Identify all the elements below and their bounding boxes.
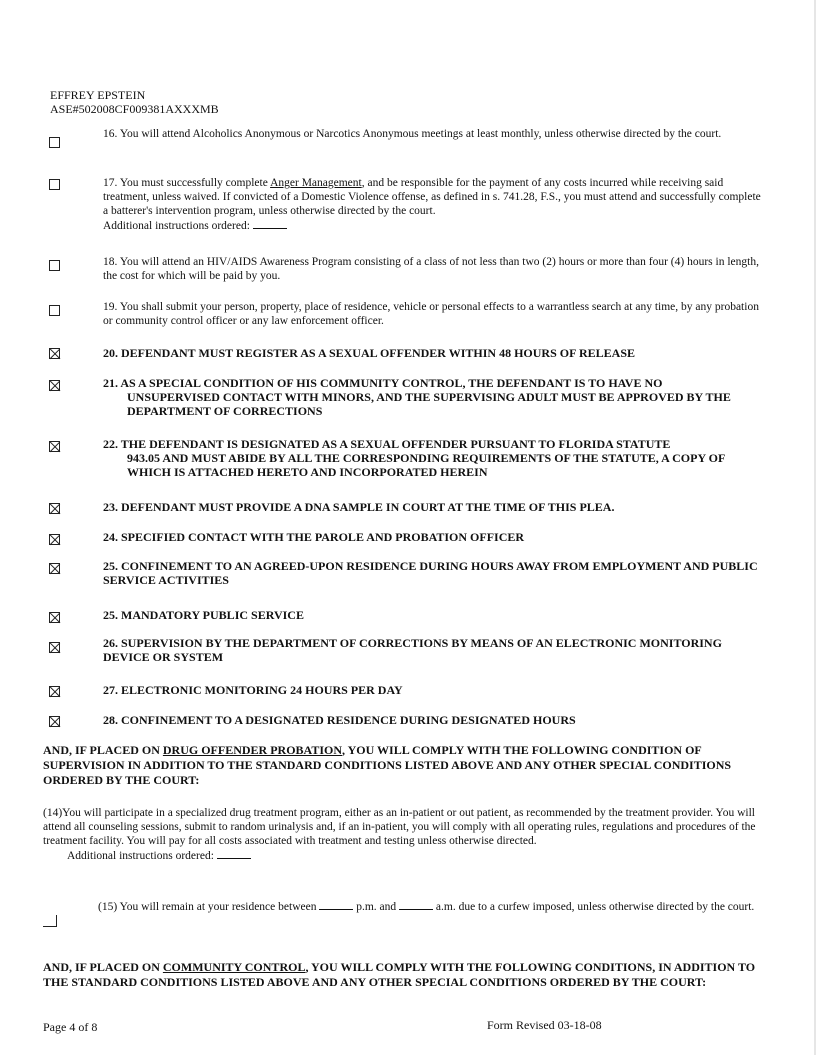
checkbox-item-17[interactable] (49, 179, 60, 190)
condition-item-17: 17. You must successfully complete Anger Management, and be responsible for the payment of any costs incurred while receiving said treatment, unless waived. If convicted of a Domestic Violence offense, as defined in s. 741.28, F.S., you must attend and successfully complete a batterer's intervention program, unless otherwise directed by the court. Additional instructions ordered: (103, 177, 761, 232)
case-number: ASE#502008CF009381AXXXMB (50, 102, 219, 116)
condition-item-23: 23. DEFENDANT MUST PROVIDE A DNA SAMPLE IN COURT AT THE TIME OF THIS PLEA. (103, 500, 615, 514)
condition-item-26: 26. SUPERVISION BY THE DEPARTMENT OF CORRECTIONS BY MEANS OF AN ELECTRONIC MONITORING DEVICE OR SYSTEM (103, 636, 722, 664)
defendant-name: EFFREY EPSTEIN (50, 88, 146, 102)
drug-offender-section-heading: AND, IF PLACED ON DRUG OFFENDER PROBATION, YOU WILL COMPLY WITH THE FOLLOWING CONDITION OF SUPERVISION IN ADDITION TO THE STANDARD CONDITIONS LISTED ABOVE AND ANY OTHER SPECIAL CONDITIONS ORDERED BY THE COURT: (43, 743, 732, 787)
checkbox-item-20[interactable] (49, 348, 60, 359)
page-number: Page 4 of 8 (43, 1020, 98, 1034)
checkbox-item-19[interactable] (49, 305, 60, 316)
checkbox-drug-condition-15[interactable] (43, 915, 57, 927)
checkbox-item-22[interactable] (49, 441, 60, 452)
condition-item-20: 20. DEFENDANT MUST REGISTER AS A SEXUAL OFFENDER WITHIN 48 HOURS OF RELEASE (103, 346, 636, 360)
condition-item-19: 19. You shall submit your person, property, place of residence, vehicle or personal effects to a warrantless search at any time, by any probation or community control officer or any law enforcement officer. (103, 301, 759, 327)
community-control-section-heading: AND, IF PLACED ON COMMUNITY CONTROL, YOU WILL COMPLY WITH THE FOLLOWING CONDITIONS, IN ADDITION TO THE STANDARD CONDITIONS LISTED ABOVE AND ANY OTHER SPECIAL CONDITIONS ORDERED BY THE COURT: (43, 960, 756, 989)
checkbox-item-27[interactable] (49, 686, 60, 697)
form-revision: Form Revised 03-18-08 (487, 1018, 602, 1032)
condition-item-24: 24. SPECIFIED CONTACT WITH THE PAROLE AND PROBATION OFFICER (103, 530, 525, 544)
drug-condition-14: (14)You will participate in a specialized drug treatment program, either as an in-patient or out patient, as recommended by the treatment provider. You will attend all counseling sessions, submit to random urinalysis and, if an in-patient, you will comply with all operating rules, regulations and procedures of the treatment facility. You will pay for all costs associated with treatment and testing unless otherwise directed. Additional instructions ordered: (43, 807, 756, 862)
checkbox-item-26[interactable] (49, 642, 60, 653)
checkbox-item-25a[interactable] (49, 563, 60, 574)
condition-item-28: 28. CONFINEMENT TO A DESIGNATED RESIDENCE DURING DESIGNATED HOURS (103, 713, 576, 727)
condition-item-16: 16. You will attend Alcoholics Anonymous or Narcotics Anonymous meetings at least monthly, unless otherwise directed by the court. (103, 128, 722, 140)
checkbox-item-28[interactable] (49, 716, 60, 727)
checkbox-item-25b[interactable] (49, 612, 60, 623)
condition-item-25b: 25. MANDATORY PUBLIC SERVICE (103, 608, 304, 622)
checkbox-item-18[interactable] (49, 260, 60, 271)
drug-condition-15: (15) You will remain at your residence between p.m. and a.m. due to a curfew imposed, unless otherwise directed by the court. (98, 901, 755, 913)
condition-item-21: 21. AS A SPECIAL CONDITION OF HIS COMMUNITY CONTROL, THE DEFENDANT IS TO HAVE NO UNSUPERVISED CONTACT WITH MINORS, AND THE SUPERVISING ADULT MUST BE APPROVED BY THE DEPARTMENT OF CORRECTIONS (103, 376, 731, 418)
condition-item-18: 18. You will attend an HIV/AIDS Awareness Program consisting of a class of not less than two (2) hours or more than four (4) hours in length, the cost for which will be paid by you. (103, 256, 759, 282)
condition-item-25a: 25. CONFINEMENT TO AN AGREED-UPON RESIDENCE DURING HOURS AWAY FROM EMPLOYMENT AND PUBLIC SERVICE ACTIVITIES (103, 559, 758, 587)
condition-item-27: 27. ELECTRONIC MONITORING 24 HOURS PER DAY (103, 683, 403, 697)
checkbox-item-23[interactable] (49, 503, 60, 514)
checkbox-item-16[interactable] (49, 137, 60, 148)
checkbox-item-21[interactable] (49, 380, 60, 391)
checkbox-item-24[interactable] (49, 534, 60, 545)
condition-item-22: 22. THE DEFENDANT IS DESIGNATED AS A SEXUAL OFFENDER PURSUANT TO FLORIDA STATUTE 943.05 AND MUST ABIDE BY ALL THE CORRESPONDING REQUIREMENTS OF THE STATUTE, A COPY OF WHICH IS ATTACHED HERETO AND INCORPORATED HEREIN (103, 437, 725, 479)
